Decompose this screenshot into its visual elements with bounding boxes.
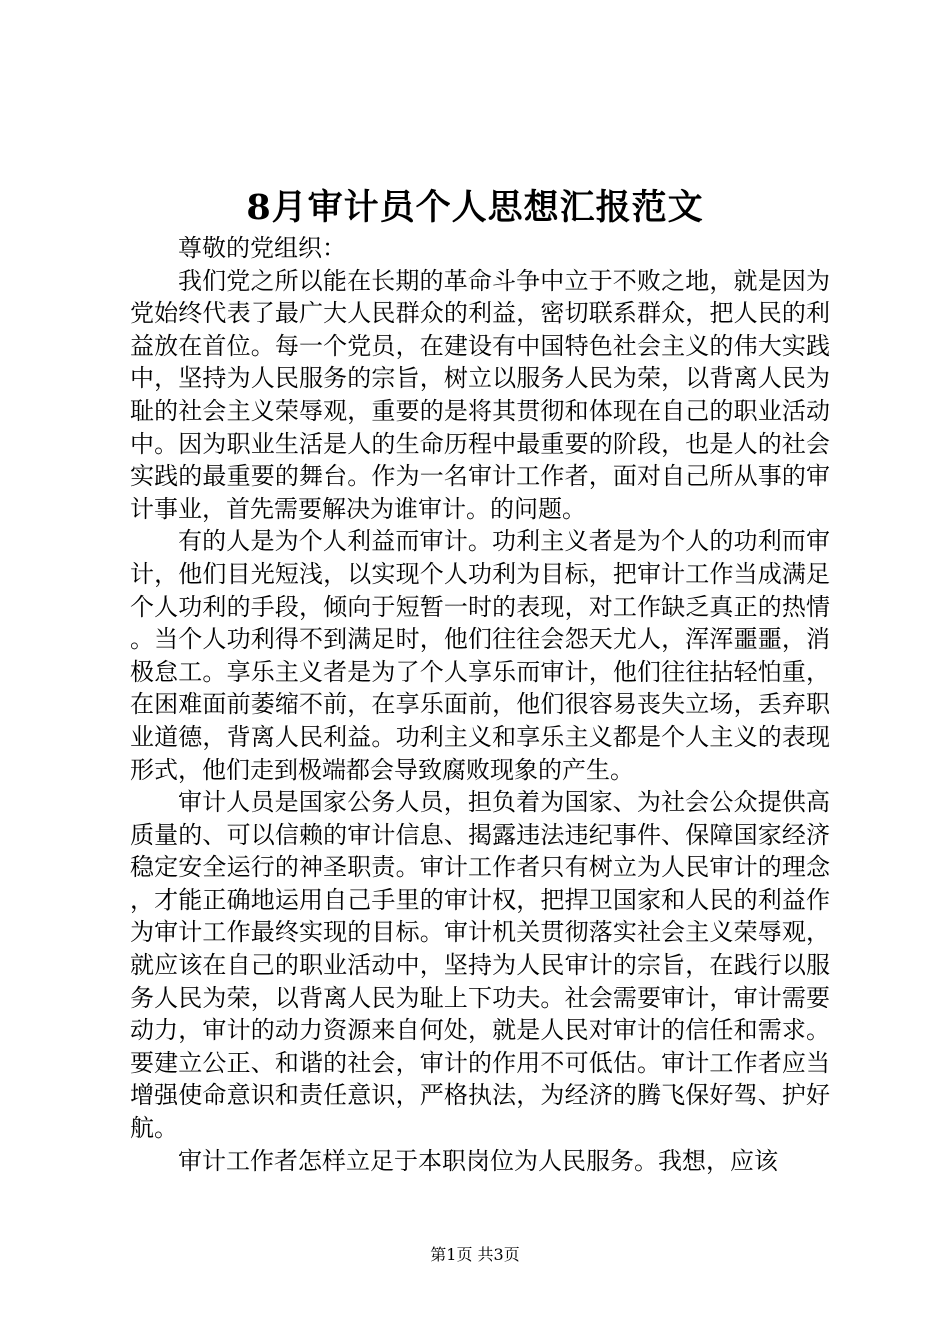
document-body [130,232,830,1177]
salutation: 尊敬的党组织： [178,234,346,262]
paragraph: 审计人员是国家公务人员，担负着为国家、为社会公众提供高质量的、可以信赖的审计信息、揭露违法违纪事件、保障国家经济稳定安全运行的神圣职责。审计工作者只有树立为人民审计的理念，才能正确地运用自己手里的审计权，把捍卫国家和人民的利益作为审计工作最终实现的目标。审计机关贯彻落实社会主义荣辱观，就应该在自己的职业活动中，坚持为人民审计的宗旨，在践行以服务人民为荣，以背离人民为耻上下功夫。社会需要审计，审计需要动力，审计的动力资源来自何处，就是人民对审计的信任和需求。要建立公正、和谐的社会，审计的作用不可低估。审计工作者应当增强使命意识和责任意识，严格执法，为经济的腾飞保好驾、护好航。 [130,788,830,1143]
page-footer: 第1页 共3页 [430,1245,520,1264]
paragraph: 我们党之所以能在长期的革命斗争中立于不败之地，就是因为党始终代表了最广大人民群众的利益，密切联系群众，把人民的利益放在首位。每一个党员，在建设有中国特色社会主义的伟大实践中，坚持为人民服务的宗旨，树立以服务人民为荣，以背离人民为耻的社会主义荣辱观，重要的是将其贯彻和体现在自己的职业活动中。因为职业生活是人的生命历程中最重要的阶段，也是人的社会实践的最重要的舞台。作为一名审计工作者，面对自己所从事的审计事业，首先需要解决为谁审计。的问题。 [130,266,830,523]
page-title: 8月审计员个人思想汇报范文 [246,187,704,228]
paragraph: 有的人是为个人利益而审计。功利主义者是为个人的功利而审计，他们目光短浅，以实现个人功利为目标，把审计工作当成满足个人功利的手段，倾向于短暂一时的表现，对工作缺乏真正的热情。当个人功利得不到满足时，他们往往会怨天尤人，浑浑噩噩，消极怠工。享乐主义者是为了个人享乐而审计，他们往往拈轻怕重，在困难面前萎缩不前，在享乐面前，他们很容易丧失立场，丢弃职业道德，背离人民利益。功利主义和享乐主义都是个人主义的表现形式，他们走到极端都会导致腐败现象的产生。 [130,527,830,784]
paragraph: 审计工作者怎样立足于本职岗位为人民服务。我想，应该 [178,1146,778,1175]
